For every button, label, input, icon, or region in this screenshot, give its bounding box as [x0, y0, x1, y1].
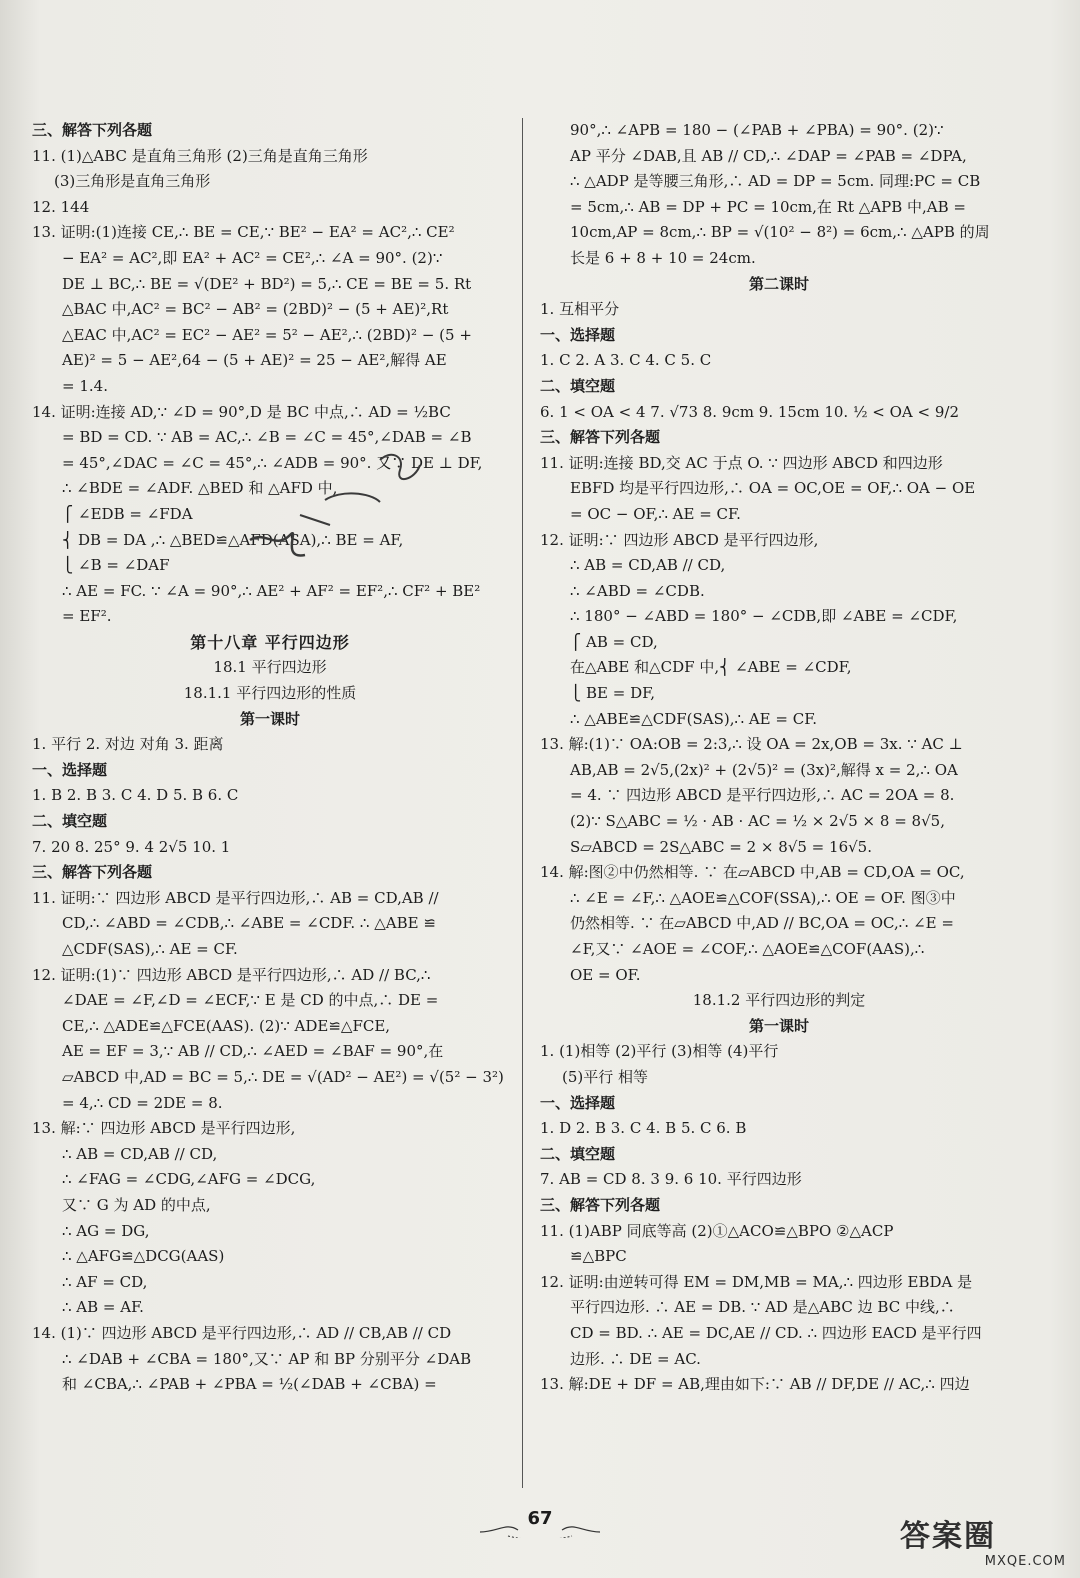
right-column-line: ∴ AB = CD,AB // CD, [570, 556, 726, 575]
right-column-line: ⎧ AB = CD, [570, 632, 658, 651]
left-column-line: ∴ AB = AF. [62, 1298, 144, 1317]
left-column-line: 12. 144 [32, 197, 90, 216]
right-column-line: ⎩ BE = DF, [570, 684, 655, 703]
left-column-line: AE)² = 5 − AE²,64 − (5 + AE)² = 25 − AE²,解得 AE [62, 351, 447, 370]
left-column-line: ▱ABCD 中,AD = BC = 5,∴ DE = √(AD² − AE²) = √(5² − 3²) [62, 1067, 504, 1086]
left-column-line: ∴ AG = DG, [62, 1221, 150, 1240]
left-column-line: 12. 证明:(1)∵ 四边形 ABCD 是平行四边形,∴ AD // BC,∴ [32, 965, 431, 984]
right-column-line: 第一课时 [748, 1016, 809, 1035]
right-column-line: EBFD 均是平行四边形,∴ OA = OC,OE = OF,∴ OA − OE [570, 479, 976, 498]
right-column-line: 三、解答下列各题 [540, 428, 661, 447]
left-column-line: 11. 证明:∵ 四边形 ABCD 是平行四边形,∴ AB = CD,AB // [32, 888, 439, 907]
left-column-line: 13. 解:∵ 四边形 ABCD 是平行四边形, [32, 1119, 296, 1138]
right-column-line: OE = OF. [570, 965, 641, 984]
right-column-line: 11. (1)ABP 同底等高 (2)①△ACO≌△BPO ②△ACP [540, 1221, 894, 1240]
left-column-line: ∴ AB = CD,AB // CD, [62, 1144, 218, 1163]
right-column-line: ∴ 180° − ∠ABD = 180° − ∠CDB,即 ∠ABE = ∠CDF, [570, 607, 958, 626]
right-column-line: 在△ABE 和△CDF 中,⎨ ∠ABE = ∠CDF, [570, 658, 852, 677]
handwritten-scribble [230, 430, 470, 580]
left-column-line: = EF². [62, 607, 112, 626]
right-column-line: (5)平行 相等 [562, 1067, 649, 1086]
left-column-line: 11. (1)△ABC 是直角三角形 (2)三角是直角三角形 [32, 146, 368, 165]
right-column-line: 1. C 2. A 3. C 4. C 5. C [540, 351, 712, 370]
right-column-line: ∴ △ABE≌△CDF(SAS),∴ AE = CF. [570, 709, 818, 728]
left-column-line: = BD = CD. ∵ AB = AC,∴ ∠B = ∠C = 45°,∠DAB = ∠B [62, 428, 472, 447]
left-column-line: ∴ △AFG≌△DCG(AAS) [62, 1247, 225, 1266]
right-column-line: 长是 6 + 8 + 10 = 24cm. [570, 248, 756, 267]
left-column-line: 又∵ G 为 AD 的中点, [62, 1195, 211, 1214]
right-column-line: 平行四边形. ∴ AE = DB. ∵ AD 是△ABC 边 BC 中线,∴ [570, 1298, 955, 1317]
right-column-line: ∴ ∠ABD = ∠CDB. [570, 581, 705, 600]
watermark-en: MXQE.COM [984, 1554, 1066, 1569]
right-column-line: ∠F,又∵ ∠AOE = ∠COF,∴ △AOE≌△COF(AAS),∴ [570, 940, 925, 958]
left-column-line: ⎧ ∠EDB = ∠FDA [62, 504, 193, 523]
left-column-line: 和 ∠CBA,∴ ∠PAB + ∠PBA = ½(∠DAB + ∠CBA) = [62, 1375, 437, 1394]
left-column-line: 14. 证明:连接 AD,∵ ∠D = 90°,D 是 BC 中点,∴ AD = ½BC [32, 402, 451, 421]
watermark-logo [900, 1520, 1072, 1572]
right-column-line: S▱ABCD = 2S△ABC = 2 × 8√5 = 16√5. [570, 837, 872, 856]
left-column-line: 三、解答下列各题 [32, 121, 153, 139]
left-column-line: = 45°,∠DAC = ∠C = 45°,∴ ∠ADB = 90°. 又∵ DE ⊥ DF, [62, 453, 483, 472]
right-column-line: AP 平分 ∠DAB,且 AB // CD,∴ ∠DAP = ∠PAB = ∠DPA, [570, 146, 967, 165]
left-column-line: ∴ ∠BDE = ∠ADF. △BED 和 △AFD 中, [62, 479, 338, 498]
left-column-line: AE = EF = 3,∵ AB // CD,∴ ∠AED = ∠BAF = 90°,在 [62, 1042, 444, 1061]
right-column-line: 13. 解:(1)∵ OA:OB = 2:3,∴ 设 OA = 2x,OB = 3x. ∵ AC ⊥ [540, 735, 963, 754]
left-column-line: 14. (1)∵ 四边形 ABCD 是平行四边形,∴ AD // CB,AB // CD [32, 1323, 452, 1342]
footer-ornament [478, 1518, 602, 1538]
right-column-line: 仍然相等. ∵ 在▱ABCD 中,AD // BC,OA = OC,∴ ∠E = [570, 914, 954, 933]
left-column-line: 一、选择题 [32, 760, 108, 779]
left-column-line: 7. 20 8. 25° 9. 4 2√5 10. 1 [32, 837, 231, 856]
left-column-line: CD,∴ ∠ABD = ∠CDB,∴ ∠ABE = ∠CDF. ∴ △ABE ≌ [62, 914, 436, 933]
left-column-line: △CDF(SAS),∴ AE = CF. [62, 940, 238, 958]
right-column-line: ≌△BPC [570, 1247, 627, 1266]
right-column-line: 18.1.2 平行四边形的判定 [692, 991, 866, 1010]
right-column-line: 12. 证明:由逆转可得 EM = DM,MB = MA,∴ 四边形 EBDA 是 [540, 1272, 973, 1291]
right-column-line: 第二课时 [748, 274, 809, 293]
right-column-line: 三、解答下列各题 [540, 1195, 661, 1214]
right-column-line: 7. AB = CD 8. 3 9. 6 10. 平行四边形 [540, 1170, 802, 1189]
right-column-line: = 5cm,∴ AB = DP + PC = 10cm,在 Rt △APB 中,AB = [570, 197, 966, 216]
column-divider [522, 118, 523, 1488]
left-column-line: DE ⊥ BC,∴ BE = √(DE² + BD²) = 5,∴ CE = BE = 5. Rt [62, 274, 472, 293]
left-column-line: 第一课时 [239, 709, 300, 728]
left-column-line: 1. B 2. B 3. C 4. D 5. B 6. C [32, 786, 239, 805]
right-column [540, 118, 1018, 1398]
right-column-line: = 4. ∵ 四边形 ABCD 是平行四边形,∴ AC = 2OA = 8. [570, 786, 955, 805]
left-column-line: ∴ ∠DAB + ∠CBA = 180°,又∵ AP 和 BP 分别平分 ∠DAB [62, 1349, 472, 1368]
right-column-line: 6. 1 < OA < 4 7. √73 8. 9cm 9. 15cm 10. ½ < OA < 9/2 [540, 402, 959, 421]
left-column-line: − EA² = AC²,即 EA² + AC² = CE²,∴ ∠A = 90°. (2)∵ [62, 248, 443, 267]
left-column-line: (3)三角形是直角三角形 [54, 172, 211, 191]
right-column-line: 二、填空题 [540, 376, 616, 395]
left-column-line: △EAC 中,AC² = EC² − AE² = 5² − AE²,∴ (2BD)² − (5 + [62, 325, 472, 344]
right-column-line: 12. 证明:∵ 四边形 ABCD 是平行四边形, [540, 530, 819, 549]
left-column-line: 18.1.1 平行四边形的性质 [183, 684, 357, 703]
left-column-line: ⎩ ∠B = ∠DAF [62, 556, 170, 575]
left-column-line: 三、解答下列各题 [32, 863, 153, 882]
right-column-line: 1. 互相平分 [540, 300, 620, 319]
watermark-cn: 答案圈 [900, 1519, 996, 1554]
right-column-line: ∴ △ADP 是等腰三角形,∴ AD = DP = 5cm. 同理:PC = CB [570, 172, 981, 191]
right-column-line: 一、选择题 [540, 1093, 616, 1112]
left-column [32, 118, 508, 1398]
left-column-line: = 4,∴ CD = 2DE = 8. [62, 1093, 223, 1112]
left-column-line: 第十八章 平行四边形 [190, 632, 350, 652]
right-column-line: 一、选择题 [540, 325, 616, 344]
left-column-line: 1. 平行 2. 对边 对角 3. 距离 [32, 735, 224, 754]
left-column-line: 二、填空题 [32, 812, 108, 831]
right-column-line: (2)∵ S△ABC = ½ · AB · AC = ½ × 2√5 × 8 = 8√5, [570, 812, 945, 831]
right-column-line: 二、填空题 [540, 1144, 616, 1163]
left-column-line: CE,∴ △ADE≌△FCE(AAS). (2)∵ ADE≌△FCE, [62, 1016, 391, 1035]
left-column-line: ⎨ DB = DA ,∴ △BED≌△AFD(ASA),∴ BE = AF, [62, 530, 404, 549]
right-column-line: 10cm,AP = 8cm,∴ BP = √(10² − 8²) = 6cm,∴ △APB 的周 [570, 223, 990, 242]
left-column-line: = 1.4. [62, 376, 108, 395]
right-column-line: = OC − OF,∴ AE = CF. [570, 504, 741, 523]
left-column-line: 13. 证明:(1)连接 CE,∴ BE = CE,∵ BE² − EA² = AC²,∴ CE² [32, 223, 455, 242]
right-column-line: 1. (1)相等 (2)平行 (3)相等 (4)平行 [540, 1042, 779, 1061]
left-column-line: ∴ ∠FAG = ∠CDG,∠AFG = ∠DCG, [62, 1170, 316, 1189]
page-number: 67 [527, 1508, 553, 1529]
left-column-line: ∴ AE = FC. ∵ ∠A = 90°,∴ AE² + AF² = EF²,∴ CF² + BE² [62, 581, 481, 600]
right-column-line: 1. D 2. B 3. C 4. B 5. C 6. B [540, 1119, 747, 1138]
right-column-line: 11. 证明:连接 BD,交 AC 于点 O. ∵ 四边形 ABCD 和四边形 [540, 453, 943, 472]
right-column-line: CD = BD. ∴ AE = DC,AE // CD. ∴ 四边形 EACD 是平行四 [570, 1323, 982, 1342]
right-column-line: AB,AB = 2√5,(2x)² + (2√5)² = (3x)²,解得 x = 2,∴ OA [570, 760, 958, 779]
left-column-line: ∴ AF = CD, [62, 1272, 148, 1291]
left-column-line: 18.1 平行四边形 [213, 658, 327, 677]
right-column-line: 边形. ∴ DE = AC. [570, 1349, 701, 1368]
right-column-line: 13. 解:DE + DF = AB,理由如下:∵ AB // DF,DE // AC,∴ 四边 [540, 1375, 970, 1394]
right-column-line: 14. 解:图②中仍然相等. ∵ 在▱ABCD 中,AB = CD,OA = OC, [540, 863, 965, 882]
right-column-line: 90°,∴ ∠APB = 180 − (∠PAB + ∠PBA) = 90°. (2)∵ [570, 121, 944, 139]
left-column-line: ∠DAE = ∠F,∠D = ∠ECF,∵ E 是 CD 的中点,∴ DE = [62, 991, 439, 1010]
left-column-line: △BAC 中,AC² = BC² − AB² = (2BD)² − (5 + AE)²,Rt [62, 300, 449, 319]
page-footer [478, 1508, 602, 1529]
right-column-line: ∴ ∠E = ∠F,∴ △AOE≌△COF(SSA),∴ OE = OF. 图③中 [570, 888, 956, 907]
